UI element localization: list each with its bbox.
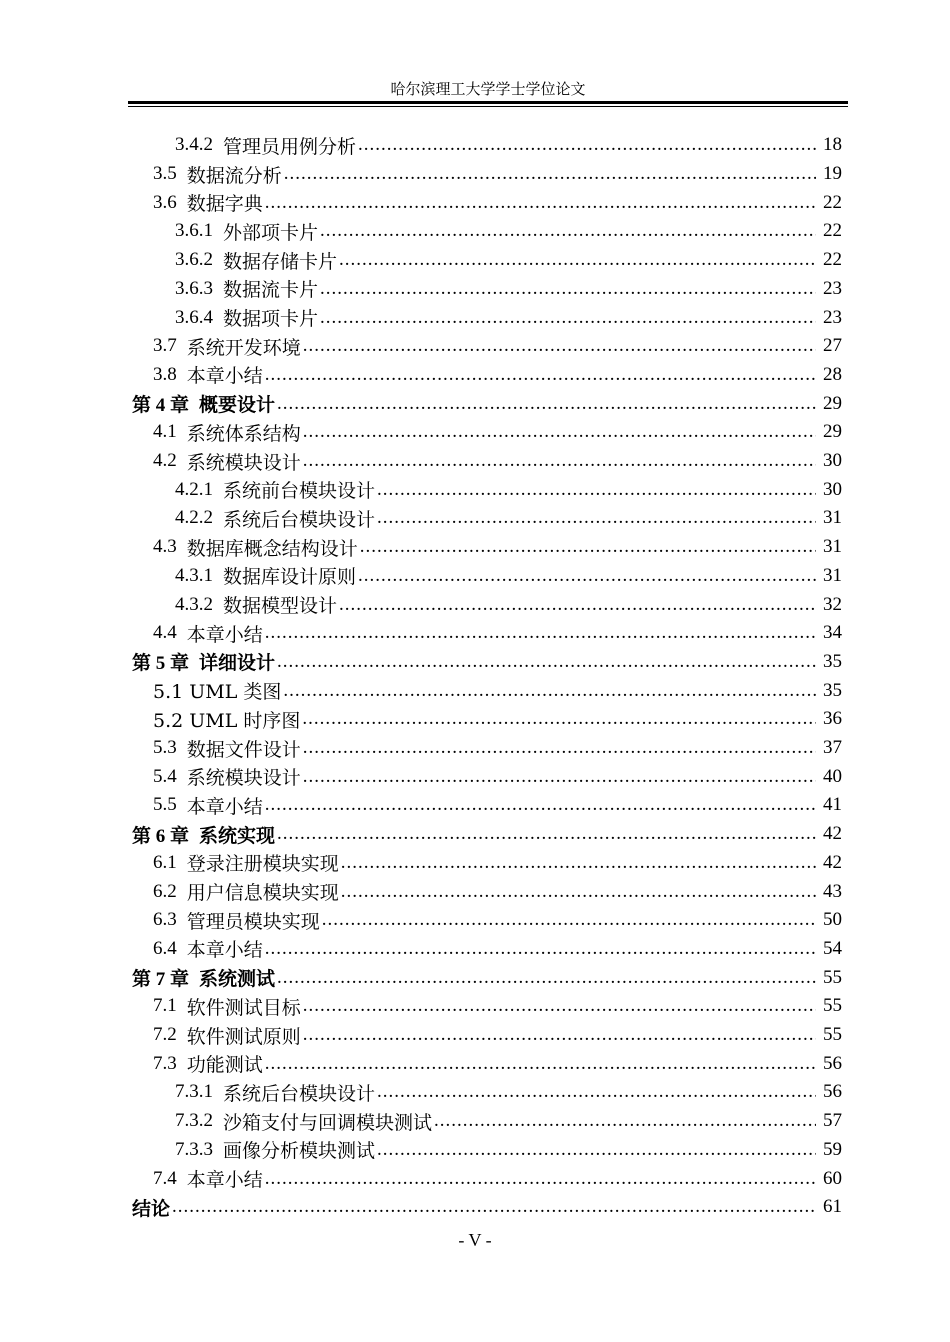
toc-entry-label (132, 1194, 170, 1221)
toc-entry-page: 30 (823, 478, 842, 500)
toc-entry-title: 系统后台模块设计 (223, 508, 376, 531)
toc-entry-number: 7.1 (153, 995, 177, 1017)
toc-entry[interactable] (0, 303, 950, 332)
toc-dot-leader (377, 1139, 816, 1161)
toc-entry-page: 42 (823, 851, 842, 873)
toc-entry-number: 4.3.2 (175, 593, 213, 615)
page-header: 哈尔滨理工大学学士学位论文 (390, 80, 586, 98)
toc-entry-page: 56 (823, 1052, 842, 1074)
toc-dot-leader (322, 909, 816, 931)
toc-entry-label (153, 361, 263, 388)
toc-entry-label (153, 935, 263, 962)
toc-dot-leader (302, 708, 816, 730)
toc-entry-number: 3.6.3 (175, 277, 213, 299)
toc-entry[interactable] (0, 504, 950, 533)
toc-entry-number: 6.3 (153, 909, 177, 931)
toc-entry[interactable] (0, 246, 950, 275)
toc-entry-page: 22 (823, 220, 842, 242)
toc-entry[interactable] (0, 361, 950, 390)
toc-entry-page: 40 (823, 765, 842, 787)
toc-dot-leader (360, 536, 816, 558)
toc-entry-page: 55 (823, 966, 842, 988)
toc-dot-leader (320, 220, 816, 242)
toc-entry-page: 31 (823, 536, 842, 558)
toc-chapter-entry[interactable] (0, 1193, 950, 1222)
toc-entry-title: 用户信息模块实现 (186, 882, 339, 905)
toc-entry[interactable] (0, 1136, 950, 1165)
toc-entry-number: 6.1 (153, 851, 177, 873)
toc-entry-label (153, 1022, 301, 1049)
toc-dot-leader (320, 307, 816, 329)
toc-entry-label (175, 132, 356, 159)
toc-entry-label (153, 333, 301, 360)
toc-entry-label (153, 677, 281, 704)
toc-entry-page: 41 (823, 794, 842, 816)
toc-entry-page: 23 (823, 306, 842, 328)
toc-entry-page: 30 (823, 450, 842, 472)
toc-entry-label (175, 562, 356, 589)
toc-entry-number: 4.2 (153, 450, 177, 472)
toc-dot-leader (265, 938, 816, 960)
toc-entry-number: 7.3.3 (175, 1138, 213, 1160)
toc-dot-leader (341, 881, 816, 903)
toc-entry-label (175, 247, 337, 274)
toc-chapter-entry[interactable] (0, 820, 950, 849)
toc-entry-number: 5.3 (153, 737, 177, 759)
toc-entry-number: 7.3 (153, 1052, 177, 1074)
toc-entry-title: 外部项卡片 (223, 221, 319, 244)
toc-dot-leader (339, 249, 816, 271)
toc-dot-leader (283, 680, 816, 702)
toc-entry[interactable] (0, 1078, 950, 1107)
toc-entry-title: 管理员用例分析 (223, 135, 357, 158)
toc-dot-leader (358, 565, 816, 587)
toc-entry[interactable] (0, 131, 950, 160)
toc-entry-title: 登录注册模块实现 (186, 853, 339, 876)
toc-entry-title: 结论 (132, 1197, 171, 1220)
toc-entry-title: 画像分析模块测试 (223, 1140, 376, 1163)
toc-dot-leader (320, 278, 816, 300)
toc-entry-label (132, 648, 275, 675)
toc-entry-number: 3.6 (153, 191, 177, 213)
toc-entry-page: 29 (823, 421, 842, 443)
toc-entry-number: 6.2 (153, 880, 177, 902)
toc-entry-number: 3.6.4 (175, 306, 213, 328)
toc-entry-number: 第 5 章 (132, 653, 190, 675)
toc-entry-title: 数据模型设计 (223, 595, 338, 618)
toc-dot-leader (303, 335, 816, 357)
toc-entry[interactable] (0, 935, 950, 964)
toc-entry-number: 第 4 章 (132, 395, 190, 417)
toc-entry-label (153, 189, 263, 216)
toc-chapter-entry[interactable] (0, 389, 950, 418)
toc-entry-number: 3.7 (153, 335, 177, 357)
toc-entry-title: 详细设计 (199, 652, 276, 675)
toc-entry-page: 23 (823, 277, 842, 299)
toc-dot-leader (377, 1081, 816, 1103)
toc-dot-leader (358, 134, 816, 156)
toc-entry-title: 系统模块设计 (186, 451, 301, 474)
toc-entry-page: 31 (823, 507, 842, 529)
toc-entry-page: 56 (823, 1081, 842, 1103)
toc-entry[interactable] (0, 877, 950, 906)
toc-entry-title: 本章小结 (186, 1169, 263, 1192)
toc-dot-leader (265, 1168, 816, 1190)
toc-entry-number: 5.4 (153, 765, 177, 787)
toc-dot-leader (303, 450, 816, 472)
toc-entry-label (153, 534, 358, 561)
toc-entry-label (153, 878, 339, 905)
toc-entry[interactable] (0, 1049, 950, 1078)
toc-entry-title: 数据字典 (186, 193, 263, 216)
toc-entry-title: 本章小结 (186, 939, 263, 962)
toc-entry-page: 22 (823, 191, 842, 213)
toc-entry[interactable] (0, 1164, 950, 1193)
toc-entry-label (153, 161, 282, 188)
toc-entry-label (175, 304, 318, 331)
toc-entry-page: 22 (823, 249, 842, 271)
toc-entry-title: 数据流分析 (186, 164, 282, 187)
toc-entry-title: 系统后台模块设计 (223, 1082, 376, 1105)
header-rule-thin (128, 106, 848, 107)
toc-entry-page: 27 (823, 335, 842, 357)
toc-dot-leader (339, 594, 816, 616)
toc-entry-page: 54 (823, 937, 842, 959)
toc-entry[interactable] (0, 332, 950, 361)
toc-entry-title: 本章小结 (186, 795, 263, 818)
toc-entry-label (175, 1079, 375, 1106)
page-number: - V - (458, 1230, 492, 1250)
toc-entry-page: 61 (823, 1196, 842, 1218)
toc-entry[interactable] (0, 188, 950, 217)
toc-entry[interactable] (0, 217, 950, 246)
toc-entry-number: 4.4 (153, 622, 177, 644)
toc-entry-title: 本章小结 (186, 365, 263, 388)
toc-dot-leader (277, 967, 816, 989)
toc-entry-label (153, 735, 301, 762)
toc-entry-page: 28 (823, 363, 842, 385)
toc-entry-page: 55 (823, 995, 842, 1017)
toc-entry-title: 管理员模块实现 (186, 910, 320, 933)
toc-entry[interactable] (0, 992, 950, 1021)
toc-entry-page: 18 (823, 134, 842, 156)
toc-entry-label (175, 591, 337, 618)
toc-entry[interactable] (0, 705, 950, 734)
toc-entry[interactable] (0, 1021, 950, 1050)
toc-entry-number: 3.5 (153, 163, 177, 185)
toc-entry[interactable] (0, 533, 950, 562)
toc-dot-leader (303, 766, 816, 788)
toc-entry-title: 系统模块设计 (186, 767, 301, 790)
toc-entry-number: 4.3 (153, 536, 177, 558)
toc-entry-page: 35 (823, 650, 842, 672)
toc-entry-label (153, 849, 339, 876)
toc-dot-leader (341, 852, 816, 874)
toc-entry[interactable] (0, 562, 950, 591)
toc-entry[interactable] (0, 906, 950, 935)
toc-entry-page: 34 (823, 622, 842, 644)
toc-entry-title: 数据存储卡片 (223, 250, 338, 273)
toc-entry-number: 第 7 章 (132, 969, 190, 991)
toc-entry-title: 数据库设计原则 (223, 566, 357, 589)
toc-entry-number: 7.2 (153, 1024, 177, 1046)
toc-entry-page: 55 (823, 1024, 842, 1046)
toc-entry-title: 软件测试原则 (186, 1025, 301, 1048)
toc-dot-leader (377, 507, 816, 529)
toc-entry-page: 43 (823, 880, 842, 902)
toc-dot-leader (265, 794, 816, 816)
toc-dot-leader (277, 823, 816, 845)
toc-entry-number: 第 6 章 (132, 825, 190, 847)
toc-entry-page: 50 (823, 909, 842, 931)
toc-entry[interactable] (0, 676, 950, 705)
toc-dot-leader (277, 651, 816, 673)
toc-entry-title: 数据库概念结构设计 (186, 537, 358, 560)
toc-entry-label (132, 390, 275, 417)
toc-entry-number: 7.3.1 (175, 1081, 213, 1103)
toc-entry-title: 数据项卡片 (223, 308, 319, 331)
toc-entry-label (175, 275, 318, 302)
toc-entry[interactable] (0, 418, 950, 447)
toc-entry[interactable] (0, 1107, 950, 1136)
toc-dot-leader (265, 622, 816, 644)
toc-dot-leader (377, 479, 816, 501)
toc-entry-number: 4.2.1 (175, 478, 213, 500)
toc-entry-label (153, 706, 300, 733)
toc-entry[interactable] (0, 791, 950, 820)
toc-entry-page: 32 (823, 593, 842, 615)
toc-dot-leader (303, 995, 816, 1017)
toc-entry-number: 3.4.2 (175, 134, 213, 156)
toc-entry-title: 系统测试 (199, 968, 276, 991)
toc-dot-leader (303, 421, 816, 443)
toc-entry-label (153, 620, 263, 647)
header-rule-thick (128, 101, 848, 104)
toc-entry-number: 5.5 (153, 794, 177, 816)
toc-entry-label (153, 792, 263, 819)
toc-entry-label (175, 476, 375, 503)
toc-entry-label (132, 821, 275, 848)
toc-entry-label (153, 907, 320, 934)
toc-entry-label (175, 1136, 375, 1163)
toc-entry-number: 3.6.2 (175, 249, 213, 271)
toc-entry-title: 系统前台模块设计 (223, 480, 376, 503)
toc-entry-page: 19 (823, 163, 842, 185)
toc-dot-leader (277, 393, 816, 415)
toc-entry-label (175, 218, 318, 245)
toc-entry[interactable] (0, 475, 950, 504)
toc-entry-label (153, 763, 301, 790)
toc-dot-leader (303, 737, 816, 759)
toc-entry-number: 7.4 (153, 1167, 177, 1189)
toc-entry-title: 5.1 UML 类图 (153, 681, 282, 704)
toc-dot-leader (284, 163, 816, 185)
toc-entry[interactable] (0, 849, 950, 878)
toc-entry-title: 5.2 UML 时序图 (153, 709, 301, 732)
toc-entry[interactable] (0, 734, 950, 763)
toc-entry-title: 数据流卡片 (223, 279, 319, 302)
toc-entry-label (132, 964, 275, 991)
toc-entry-page: 31 (823, 564, 842, 586)
toc-entry-number: 4.1 (153, 421, 177, 443)
toc-entry-page: 36 (823, 708, 842, 730)
toc-entry[interactable] (0, 160, 950, 189)
toc-entry-number: 7.3.2 (175, 1110, 213, 1132)
toc-entry[interactable] (0, 590, 950, 619)
toc-dot-leader (303, 1024, 816, 1046)
toc-chapter-entry[interactable] (0, 648, 950, 677)
toc-entry-label (153, 1165, 263, 1192)
toc-entry-label (153, 1050, 263, 1077)
toc-entry[interactable] (0, 275, 950, 304)
toc-entry-title: 沙箱支付与回调模块测试 (223, 1111, 433, 1134)
toc-dot-leader (265, 364, 816, 386)
toc-entry-number: 4.2.2 (175, 507, 213, 529)
toc-entry-title: 系统实现 (199, 824, 276, 847)
toc-entry[interactable] (0, 762, 950, 791)
toc-entry-number: 3.6.1 (175, 220, 213, 242)
toc-entry-number: 3.8 (153, 363, 177, 385)
toc-entry-number: 4.3.1 (175, 564, 213, 586)
toc-entry-title: 系统开发环境 (186, 336, 301, 359)
toc-entry-title: 功能测试 (186, 1054, 263, 1077)
toc-entry-page: 37 (823, 737, 842, 759)
toc-dot-leader (265, 1053, 816, 1075)
toc-entry-label (153, 448, 301, 475)
toc-entry-page: 29 (823, 392, 842, 414)
toc-entry-page: 42 (823, 823, 842, 845)
toc-entry-label (175, 1108, 432, 1135)
toc-entry[interactable] (0, 447, 950, 476)
toc-entry-page: 60 (823, 1167, 842, 1189)
toc-entry-title: 软件测试目标 (186, 996, 301, 1019)
toc-dot-leader (434, 1110, 816, 1132)
toc-entry-title: 数据文件设计 (186, 738, 301, 761)
toc-dot-leader (172, 1196, 816, 1218)
toc-entry-label (153, 419, 301, 446)
toc-chapter-entry[interactable] (0, 963, 950, 992)
toc-entry-title: 本章小结 (186, 623, 263, 646)
toc-entry-page: 59 (823, 1138, 842, 1160)
toc-entry-title: 系统体系结构 (186, 422, 301, 445)
toc-entry[interactable] (0, 619, 950, 648)
toc-entry-title: 概要设计 (199, 394, 276, 417)
toc-dot-leader (265, 192, 816, 214)
toc-entry-label (175, 505, 375, 532)
toc-entry-page: 57 (823, 1110, 842, 1132)
toc-entry-number: 6.4 (153, 937, 177, 959)
toc-entry-label (153, 993, 301, 1020)
toc-entry-page: 35 (823, 679, 842, 701)
